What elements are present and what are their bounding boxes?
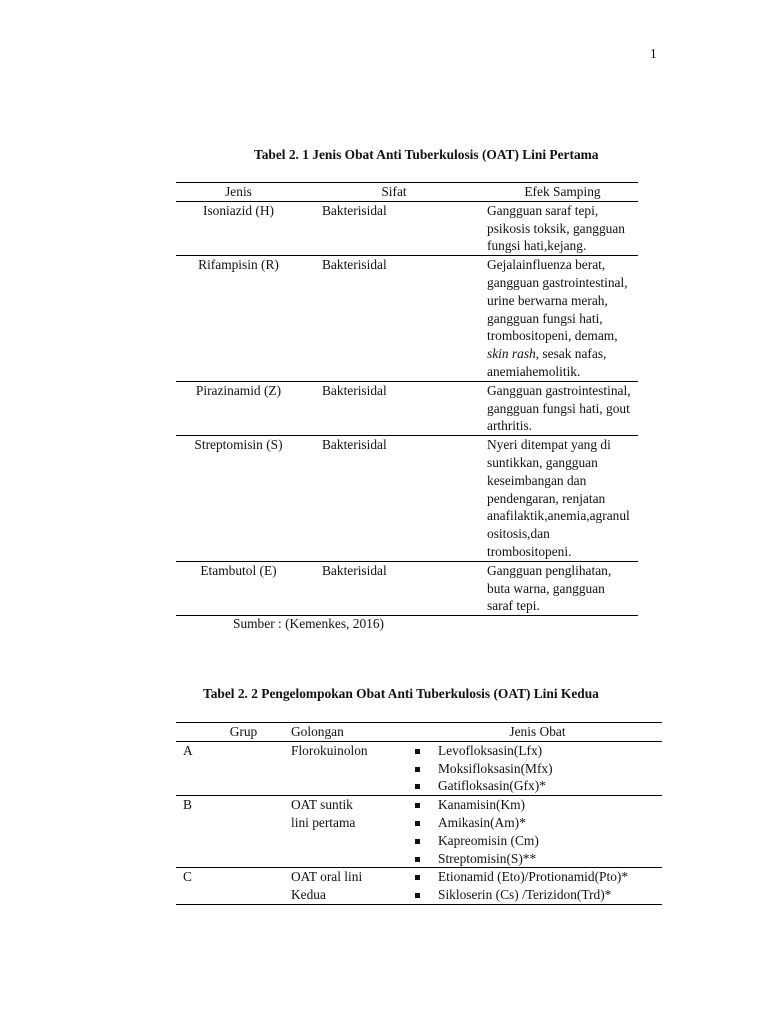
efek-line: anemiahemolitik. [487, 363, 581, 379]
golongan-line: OAT oral lini [291, 869, 363, 885]
list-item: Etionamid (Eto)/Protionamid(Pto)* [413, 868, 662, 886]
efek-line: saraf tepi. [487, 598, 540, 614]
efek-line: Gangguan penglihatan, [487, 562, 612, 578]
table2-cell-grup: A [176, 741, 291, 795]
table2-cell-obat [413, 868, 662, 905]
efek-line-tail: , sesak nafas, [535, 346, 607, 362]
efek-line: ositosis,dan [487, 526, 550, 542]
drug-list [413, 796, 662, 867]
efek-line: trombositopeni. [487, 543, 572, 559]
table1-cell-jenis: Pirazinamid (Z) [176, 381, 301, 435]
table2-caption: Tabel 2. 2 Pengelompokan Obat Anti Tuberkulosis (OAT) Lini Kedua [203, 686, 599, 701]
table1-source: Sumber : (Kemenkes, 2016) [233, 616, 384, 631]
efek-line: suntikkan, gangguan [487, 454, 598, 470]
list-item: Sikloserin (Cs) /Terizidon(Trd)* [413, 886, 662, 904]
efek-line-mixed [487, 345, 638, 363]
list-item: Kapreomisin (Cm) [413, 832, 662, 850]
table1-first-line-drugs [176, 182, 638, 616]
efek-italic-term: skin rash [487, 346, 536, 362]
table2-cell-grup: C [176, 868, 291, 905]
golongan-line: OAT suntik [291, 797, 353, 813]
table2-header-row [176, 723, 662, 742]
efek-line: Nyeri ditempat yang di [487, 437, 611, 453]
table1-cell-jenis: Rifampisin (R) [176, 256, 301, 382]
efek-line: pendengaran, renjatan [487, 490, 606, 506]
table2-cell-golongan [291, 868, 413, 905]
drug-list [413, 742, 662, 795]
efek-line: anafilaktik,anemia,agranul [487, 508, 630, 524]
table2-cell-obat [413, 741, 662, 795]
table2-cell-golongan [291, 741, 413, 795]
table-row [176, 561, 638, 615]
table-row [176, 436, 638, 562]
golongan-line: lini pertama [291, 814, 356, 830]
table1-header-jenis: Jenis [176, 183, 301, 202]
table-row [176, 796, 662, 868]
efek-line: Gejalainfluenza berat, [487, 257, 606, 273]
table1-cell-sifat: Bakterisidal [301, 256, 487, 382]
list-item: Kanamisin(Km) [413, 796, 662, 814]
efek-line: Gangguan saraf tepi, [487, 202, 599, 218]
drug-list [413, 868, 662, 904]
table1-cell-efek [487, 436, 638, 562]
table2-cell-grup: B [176, 796, 291, 868]
efek-line: psikosis toksik, gangguan [487, 220, 625, 236]
table1-cell-sifat: Bakterisidal [301, 436, 487, 562]
list-item: Streptomisin(S)** [413, 850, 662, 868]
efek-line: gangguan fungsi hati, [487, 310, 603, 326]
table1-header-sifat: Sifat [301, 183, 487, 202]
table1-cell-sifat: Bakterisidal [301, 201, 487, 255]
table1-cell-efek [487, 381, 638, 435]
table1-cell-efek [487, 201, 638, 255]
table1-cell-efek [487, 561, 638, 615]
table2-second-line-drugs [176, 722, 662, 905]
golongan-line: Florokuinolon [291, 742, 368, 758]
table-row [176, 381, 638, 435]
list-item: Gatifloksasin(Gfx)* [413, 777, 662, 795]
table1-cell-jenis: Etambutol (E) [176, 561, 301, 615]
efek-line: buta warna, gangguan [487, 580, 605, 596]
efek-line: fungsi hati,kejang. [487, 238, 587, 254]
table2-cell-golongan [291, 796, 413, 868]
table1-cell-sifat: Bakterisidal [301, 381, 487, 435]
list-item: Moksifloksasin(Mfx) [413, 760, 662, 778]
table2-cell-obat [413, 796, 662, 868]
efek-line: trombositopeni, demam, [487, 328, 618, 344]
golongan-line: Kedua [291, 887, 326, 903]
table1-cell-jenis: Streptomisin (S) [176, 436, 301, 562]
table-row [176, 741, 662, 795]
table1-cell-sifat: Bakterisidal [301, 561, 487, 615]
efek-line: gangguan fungsi hati, gout [487, 400, 630, 416]
efek-line: arthritis. [487, 418, 532, 434]
efek-line: Gangguan gastrointestinal, [487, 382, 631, 398]
table-row [176, 868, 662, 905]
table-row [176, 256, 638, 382]
table1-header-row [176, 183, 638, 202]
table1-cell-jenis: Isoniazid (H) [176, 201, 301, 255]
table2-header-grup: Grup [176, 723, 291, 742]
table2-header-golongan: Golongan [291, 723, 413, 742]
table1-caption: Tabel 2. 1 Jenis Obat Anti Tuberkulosis (OAT) Lini Pertama [254, 147, 599, 162]
list-item: Amikasin(Am)* [413, 814, 662, 832]
table1-header-efek: Efek Samping [487, 183, 638, 202]
list-item: Levofloksasin(Lfx) [413, 742, 662, 760]
table2-header-obat: Jenis Obat [413, 723, 662, 742]
page-number: 1 [650, 46, 657, 61]
table1-cell-efek [487, 256, 638, 382]
efek-line: keseimbangan dan [487, 472, 587, 488]
efek-line: urine berwarna merah, [487, 292, 608, 308]
efek-line: gangguan gastrointestinal, [487, 274, 628, 290]
table-row [176, 201, 638, 255]
